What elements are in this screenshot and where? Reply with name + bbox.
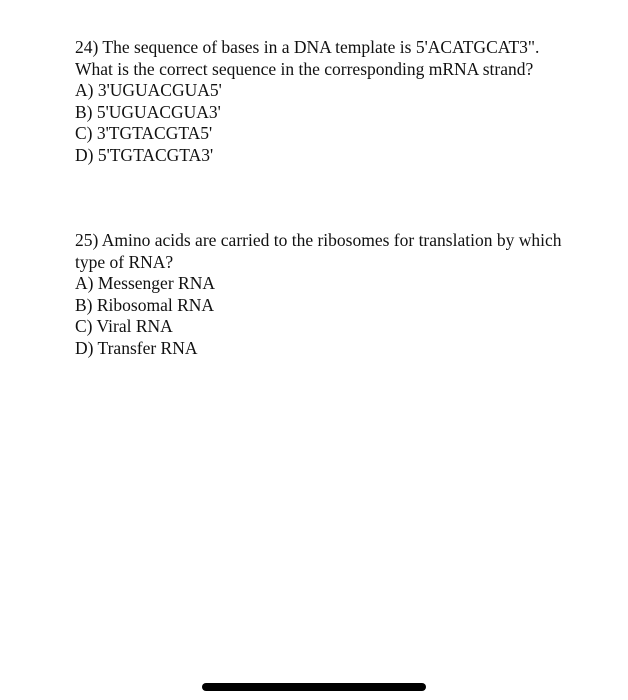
question-24-option-c: C) 3'TGTACGTA5' (75, 123, 213, 143)
question-24-option-b: B) 5'UGUACGUA3' (75, 101, 221, 122)
home-indicator[interactable] (202, 683, 426, 691)
question-25-stem: 25) Amino acids are carried to the ribosomes for translation by which type of RNA? (75, 230, 562, 272)
question-25 (75, 230, 575, 359)
question-24-option-d: D) 5'TGTACGTA3' (75, 144, 214, 165)
question-24-options (75, 80, 575, 166)
question-24-option-a: A) 3'UGUACGUA5' (75, 80, 222, 100)
question-25-options (75, 273, 575, 359)
question-25-option-b: B) Ribosomal RNA (75, 294, 215, 315)
question-24 (75, 37, 575, 166)
question-25-option-c: C) Viral RNA (75, 316, 173, 336)
question-25-option-d: D) Transfer RNA (75, 337, 198, 358)
question-25-option-a: A) Messenger RNA (75, 273, 215, 293)
question-24-stem: 24) The sequence of bases in a DNA template is 5'ACATGCAT3". What is the correct sequence in the corresponding mRNA strand? (75, 37, 540, 79)
